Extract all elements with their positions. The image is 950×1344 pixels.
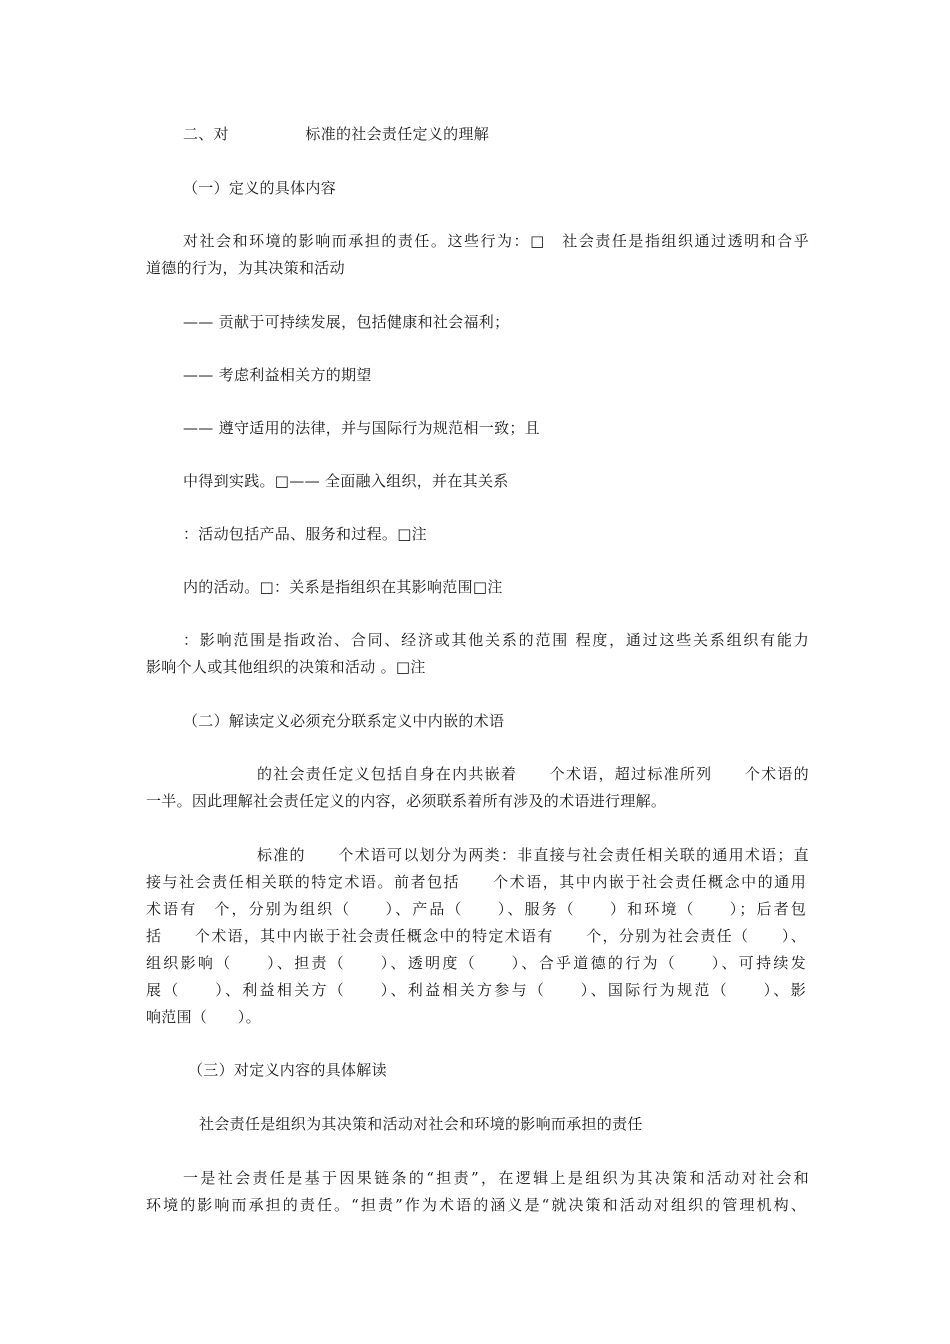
list-item: —— 遵守适用的法律，并与国际行为规范相一致；且 [183, 419, 540, 437]
subsection-title: （二）解读定义必须充分联系定义中内嵌的术语 [183, 712, 505, 730]
note-line: 影响个人或其他组织的决策和活动 。□注 [146, 658, 426, 676]
list-item: —— 贡献于可持续发展，包括健康和社会福利； [183, 313, 510, 331]
paragraph-line: 组织影响（ ）、担责（ ）、透明度（ ）、合乎道德的行为（ ）、可持续发 [146, 954, 806, 972]
list-item: —— 考虑利益相关方的期望 [183, 366, 372, 384]
note-line: ：影响范围是指政治、合同、经济或其他关系的范围 程度，通过这些关系组织有能力 [183, 631, 809, 649]
paragraph-line: 环境的影响而承担的责任。“担责”作为术语的涵义是“就决策和活动对组织的管理机构、 [146, 1196, 806, 1214]
subsection-title: （一）定义的具体内容 [183, 179, 337, 197]
paragraph-line: 的社会责任定义包括自身在内共嵌着 个术语，超过标准所列 个术语的 [257, 765, 809, 783]
paragraph-line: 一是社会责任是基于因果链条的“担责”，在逻辑上是组织为其决策和活动对社会和 [183, 1169, 809, 1187]
note-line: ：活动包括产品、服务和过程。□注 [183, 525, 427, 543]
subsection-title: （三）对定义内容的具体解读 [188, 1061, 387, 1079]
paragraph-line: 括 个术语，其中内嵌于社会责任概念中的特定术语有 个，分别为社会责任（ ）、 [146, 927, 806, 945]
subheading: 社会责任是组织为其决策和活动对社会和环境的影响而承担的责任 [199, 1115, 643, 1133]
paragraph-line: 对社会和环境的影响而承担的责任。这些行为：□ 社会责任是指组织通过透明和合乎 [183, 232, 809, 250]
note-line: 内的活动。□：关系是指组织在其影响范围□注 [183, 578, 503, 596]
paragraph-line: 接与社会责任相关联的特定术语。前者包括 个术语，其中内嵌于社会责任概念中的通用 [146, 873, 806, 891]
paragraph-line: 响范围（ ）。 [146, 1008, 261, 1026]
paragraph-line: 展（ ）、利益相关方（ ）、利益相关方参与（ ）、国际行为规范（ ）、影 [146, 981, 806, 999]
section-heading: 二、对 标准的社会责任定义的理解 [183, 125, 490, 143]
paragraph-line: 标准的 个术语可以划分为两类：非直接与社会责任相关联的通用术语；直 [257, 846, 809, 864]
paragraph-line: 道德的行为，为其决策和活动 [146, 259, 345, 277]
paragraph-line: 术语有 个，分别为组织（ ）、产品（ ）、服务（ ）和环境（ ）；后者包 [146, 900, 806, 918]
paragraph-line: 一半。因此理解社会责任定义的内容，必须联系着所有涉及的术语进行理解。 [146, 792, 667, 810]
list-item: 中得到实践。□—— 全面融入组织，并在其关系 [183, 472, 509, 490]
